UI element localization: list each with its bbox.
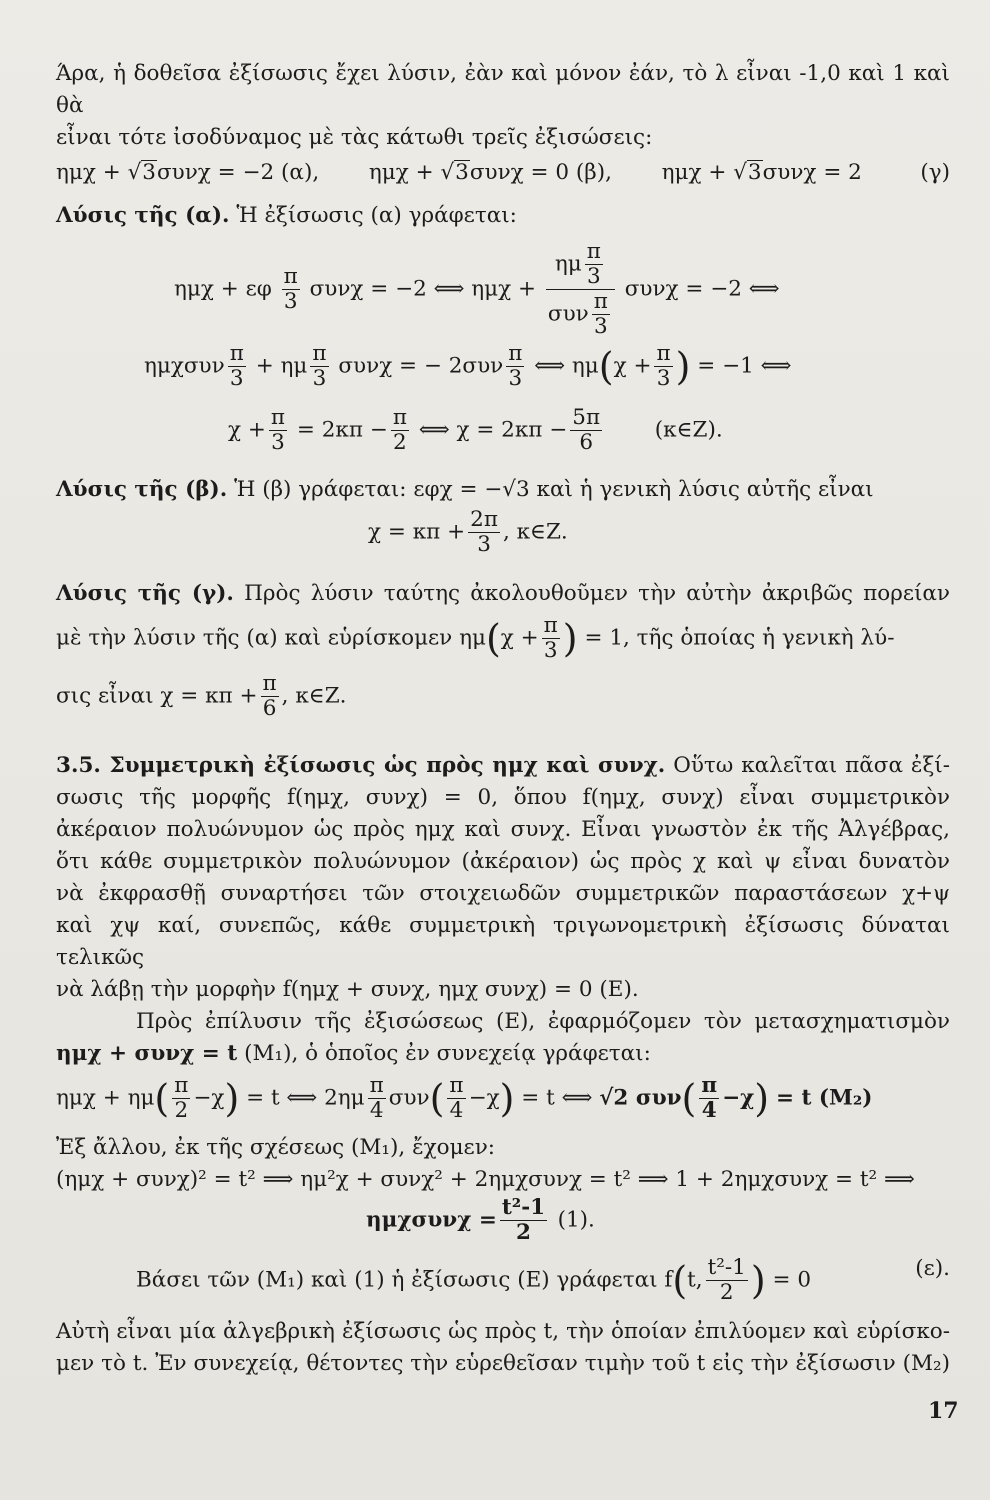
- section-line-5: νὰ ἐκφρασθῇ συναρτήσει τῶν στοιχειωδῶν συμμετρικῶν παραστάσεων χ+ψ: [56, 881, 950, 906]
- paren-left: (: [485, 616, 501, 661]
- sg-l2-b: χ +: [500, 625, 539, 651]
- frac-num: π: [312, 341, 327, 366]
- paren-right: ): [754, 1076, 770, 1121]
- frac-5pi-6: [570, 406, 602, 455]
- para-intro-line-2: εἶναι τότε ἰσοδύναμος μὲ τὰς κάτωθι τρεῖς ἐξισώσεις:: [56, 125, 653, 150]
- frac-t2-2: [706, 1256, 748, 1305]
- sg-l3-a: σις εἶναι χ = κπ +: [56, 683, 258, 709]
- eq-g-sqrt: 3: [747, 160, 762, 185]
- paren-right: ): [224, 1076, 240, 1121]
- solution-g-heading: Λύσις τῆς (γ).: [56, 581, 234, 606]
- frac-num: t²-1: [501, 1195, 546, 1220]
- solution-b-intro: [56, 474, 950, 506]
- frac-pi-3: [282, 265, 300, 314]
- minus-x: −χ: [468, 1085, 500, 1111]
- section-3-5-line-1: [56, 750, 950, 782]
- frac-num: π: [543, 613, 558, 638]
- tr-a: ημχ + ημ: [56, 1085, 155, 1111]
- transform-row: [56, 1074, 950, 1132]
- sa-r1-c: συνχ = −2 ⟺: [624, 276, 780, 302]
- sa-r2-d: ⟺ ημ: [534, 353, 599, 379]
- frac-den: 3: [593, 314, 608, 339]
- frac-pi-3: [506, 342, 524, 391]
- sa-r3-d: (κ∈Ζ).: [654, 417, 723, 443]
- frac-den: 6: [262, 696, 277, 721]
- frac-2pi-3: [468, 508, 500, 557]
- tr-g: = t (Μ₂): [775, 1085, 873, 1111]
- section-line-9: [56, 1038, 950, 1070]
- frac-pi-2: [391, 406, 409, 455]
- frac-den: 3: [586, 264, 601, 289]
- frac-num: π: [593, 289, 608, 314]
- frac-num: π: [369, 1073, 384, 1098]
- frac-pi-3: [228, 342, 246, 391]
- section-line-10: Ἐξ ἄλλου, ἐκ τῆς σχέσεως (Μ₁), ἔχομεν:: [56, 1135, 496, 1160]
- fin-b: t,: [687, 1267, 703, 1293]
- paren-left: (: [429, 1076, 445, 1121]
- solution-g-line-1: [56, 578, 950, 610]
- equations-row: [56, 160, 950, 196]
- frac-pi-3: [654, 342, 672, 391]
- frac-den: 3: [477, 532, 491, 557]
- fin-d: (ε).: [915, 1256, 950, 1281]
- frac-tan-expansion: [546, 240, 615, 339]
- solution-a-heading: Λύσις τῆς (α).: [56, 203, 230, 228]
- eq-b-rhs: = 0 (β),: [530, 160, 612, 185]
- frac-pi-4: [447, 1074, 465, 1123]
- eq-g-tag: (γ): [920, 160, 950, 185]
- paren-right: ): [562, 616, 578, 661]
- frac-den: 2: [174, 1098, 189, 1123]
- frac-den: 4: [369, 1098, 384, 1123]
- section-line-7: νὰ λάβῃ τὴν μορφὴν f(ημχ + συνχ, ημχ συνχ) = 0 (Ε).: [56, 977, 639, 1002]
- frac-den: 6: [579, 430, 594, 455]
- solution-b-text: Ἡ (β) γράφεται: εφχ = −√3 καὶ ἡ γενικὴ λύσις αὐτῆς εἶναι: [234, 477, 874, 502]
- sa-r2-b: + ημ: [255, 353, 308, 379]
- sa-r3-c: ⟺ χ = 2κπ −: [418, 417, 568, 443]
- solution-g-line-3: [56, 672, 950, 728]
- eq-b-lhs: ημχ +: [368, 160, 441, 185]
- solution-a-text: Ἡ ἐξίσωσις (α) γράφεται:: [236, 203, 517, 228]
- paren-right: ): [675, 344, 691, 389]
- frac-den: 2: [393, 430, 407, 455]
- sa-r2-f: = −1 ⟺: [697, 353, 792, 379]
- sb-r-a: χ = κπ +: [368, 519, 466, 545]
- frac-num: π: [586, 239, 601, 264]
- frac-num: π: [283, 264, 298, 289]
- eq-g-lhs: ημχ +: [661, 160, 734, 185]
- frac-num: π: [656, 341, 671, 366]
- frac-tan-num: [546, 240, 615, 290]
- eq-b-tail: συνχ: [469, 160, 524, 185]
- paren-right: ): [750, 1258, 766, 1303]
- section-line-14: Αὐτὴ εἶναι μία ἀλγεβρικὴ ἐξίσωσις ὡς πρὸς t, τὴν ὁποίαν ἐπιλύομεν καὶ εὑρίσκο-: [56, 1319, 950, 1344]
- sg-l2-c: = 1, τῆς ὁποίας ἡ γενικὴ λύ-: [584, 625, 895, 651]
- frac-num: π: [270, 405, 286, 430]
- section-line-3: ἀκέραιον πολυώνυμον ὡς πρὸς ημχ καὶ συνχ. Εἶναι γνωστὸν ἐκ τῆς Ἀλγέβρας,: [56, 817, 950, 842]
- sa-r1-b: συνχ = −2 ⟺ ημχ +: [309, 276, 537, 302]
- eq-g: ημχ + √3συνχ = 2: [661, 160, 862, 185]
- frac-pi-6: [261, 672, 279, 721]
- section-line-4: ὅτι κάθε συμμετρικὸν πολυώνυμον (ἀκέραιον) ὡς πρὸς χ καὶ ψ εἶναι δυνατὸν: [56, 849, 950, 874]
- frac-num: t²-1: [707, 1255, 746, 1280]
- para-intro-line-1: Άρα, ἡ δοθεῖσα ἐξίσωσις ἔχει λύσιν, ἐὰν καὶ μόνον ἐάν, τὸ λ εἶναι -1,0 καὶ 1 καὶ θὰ: [56, 61, 950, 118]
- frac-den: 3: [656, 366, 671, 391]
- paren-left: (: [672, 1258, 688, 1303]
- tr-c: = t ⟺ 2ημ: [246, 1085, 365, 1111]
- tr-e: = t ⟺: [521, 1085, 593, 1111]
- eq-a-lhs: ημχ +: [56, 160, 128, 185]
- frac-num: π: [262, 671, 277, 696]
- frac-tan-den: [546, 290, 615, 339]
- eq-a-rhs: = −2 (α),: [217, 160, 320, 185]
- final-row: [56, 1256, 950, 1316]
- solution-g-line-2: [56, 614, 950, 670]
- eq-a-sqrt: 3: [142, 160, 156, 185]
- frac-den: 4: [701, 1098, 717, 1123]
- frac-num: 2π: [470, 507, 498, 532]
- prod-b: (1).: [557, 1207, 595, 1233]
- solution-a-row-1: [56, 239, 950, 339]
- frac-inner-num: [585, 240, 603, 289]
- section-3-5-heading: 3.5. Συμμετρικὴ ἐξίσωσις ὡς πρὸς ημχ καὶ συνχ.: [56, 753, 666, 778]
- section-line-2: σωσις τῆς μορφῆς f(ημχ, συνχ) = 0, ὅπου f(ημχ, συνχ) εἶναι συμμετρικὸν: [56, 785, 950, 810]
- tr-d: συν: [388, 1085, 430, 1111]
- eq-b: ημχ + √3συνχ = 0 (β),: [368, 160, 612, 185]
- solution-a-row-2: [56, 342, 950, 402]
- paren-left: (: [681, 1076, 697, 1121]
- frac-den: 3: [271, 430, 285, 455]
- frac-num: π: [174, 1073, 189, 1098]
- eq-b-sqrt: 3: [455, 160, 469, 185]
- transform-m1: ημχ + συνχ = t: [56, 1041, 238, 1066]
- num-prefix: ημ: [554, 251, 582, 277]
- frac-den: 2: [515, 1220, 531, 1245]
- frac-pi-4-bold: [699, 1074, 719, 1123]
- tr-b: −χ: [193, 1085, 225, 1111]
- frac-den: 2: [719, 1280, 734, 1305]
- paren-left: (: [154, 1076, 170, 1121]
- frac-den: 4: [449, 1098, 464, 1123]
- sa-r3-b: = 2κπ −: [296, 417, 388, 443]
- solution-b-heading: Λύσις τῆς (β).: [56, 477, 228, 502]
- sa-r3-a: χ +: [228, 417, 266, 443]
- frac-num: π: [392, 405, 407, 430]
- frac-pi-3: [269, 406, 287, 455]
- section-line-15: μεν τὸ t. Ἐν συνεχείᾳ, θέτοντες τὴν εὑρεθεῖσαν τιμὴν τοῦ t εἰς τὴν ἐξίσωσιν (Μ₂): [56, 1351, 950, 1376]
- section-line-6: καὶ χψ καί, συνεπῶς, κάθε συμμετρικὴ τριγωνομετρικὴ ἐξίσωσις δύναται τελικῶς: [56, 913, 950, 970]
- frac-den: 3: [229, 366, 244, 391]
- frac-pi-3: [542, 614, 560, 663]
- frac-num: π: [449, 1073, 464, 1098]
- solution-a-row-3: [56, 406, 950, 466]
- eq-a-tail: συνχ: [156, 160, 211, 185]
- sa-r2-c: συνχ = − 2συν: [338, 353, 504, 379]
- sa-r2-a: ημχσυν: [144, 353, 225, 379]
- section-line-9-rest: (Μ₁), ὁ ὁποῖος ἐν συνεχείᾳ γράφεται:: [244, 1041, 651, 1066]
- paren-right: ): [499, 1076, 515, 1121]
- frac-pi-2: [172, 1074, 190, 1123]
- eq-a: ημχ + √3συνχ = −2 (α),: [56, 160, 320, 185]
- den-prefix: συν: [547, 301, 589, 327]
- paren-left: (: [598, 344, 614, 389]
- page-number: 17: [928, 1398, 959, 1424]
- fin-a: Βάσει τῶν (Μ₁) καὶ (1) ἡ ἐξίσωσις (Ε) γράφεται f: [136, 1267, 673, 1293]
- fin-c: = 0: [772, 1267, 812, 1293]
- minus-x-bold: −χ: [722, 1085, 755, 1111]
- frac-den: 3: [283, 289, 298, 314]
- section-line-8: Πρὸς ἐπίλυσιν τῆς ἐξισώσεως (Ε), ἐφαρμόζομεν τὸν μετασχηματισμὸν: [136, 1009, 950, 1034]
- solution-b-row: [56, 508, 950, 566]
- sa-r1-a: ημχ + εφ: [174, 276, 272, 302]
- tr-f: √2 συν: [599, 1085, 682, 1111]
- frac-den: 3: [543, 638, 558, 663]
- sb-r-b: , κ∈Ζ.: [502, 519, 568, 545]
- frac-pi-4: [368, 1074, 386, 1123]
- eq-g-tail: συνχ: [762, 160, 817, 185]
- section-3-5-line-1-tail: Οὕτω καλεῖται πᾶσα ἐξί-: [673, 753, 950, 778]
- solution-g-text: Πρὸς λύσιν ταύτης ἀκολουθοῦμεν τὴν αὐτὴν ἀκριβῶς πορείαν: [244, 581, 950, 606]
- section-line-11: (ημχ + συνχ)² = t² ⟹ ημ²χ + συνχ² + 2ημχσυνχ = t² ⟹ 1 + 2ημχσυνχ = t² ⟹: [56, 1167, 915, 1192]
- frac-num: π: [229, 341, 244, 366]
- frac-t2-2: [500, 1196, 547, 1245]
- sa-r2-e: χ +: [613, 353, 652, 379]
- frac-num: π: [701, 1073, 718, 1098]
- frac-den: 3: [508, 366, 523, 391]
- prod-a: ημχσυνχ =: [366, 1207, 497, 1233]
- sg-l3-b: , κ∈Ζ.: [281, 683, 347, 709]
- frac-num: π: [508, 341, 523, 366]
- frac-inner-den: [592, 290, 610, 339]
- product-row: [56, 1196, 950, 1252]
- frac-den: 3: [312, 366, 327, 391]
- frac-pi-3: [310, 342, 328, 391]
- frac-num: 5π: [572, 405, 601, 430]
- sg-l2-a: μὲ τὴν λύσιν τῆς (α) καὶ εὑρίσκομεν ημ: [56, 625, 486, 651]
- solution-a-intro: [56, 200, 950, 232]
- eq-g-rhs: = 2: [823, 160, 862, 185]
